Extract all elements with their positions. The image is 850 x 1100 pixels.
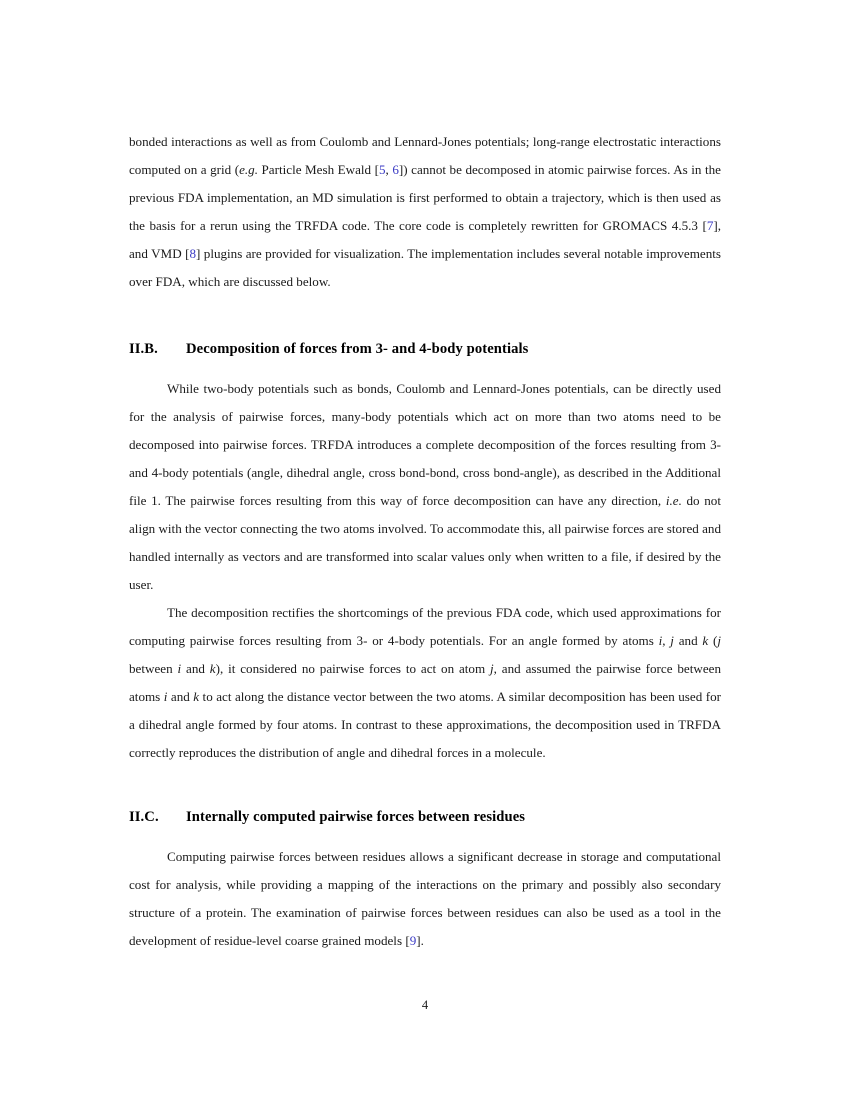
abbreviation-eg: e.g. [239,162,258,177]
paragraph-2-segment-1: While two-body potentials such as bonds, Coulomb and Lennard-Jones potentials, can be directly used for the analysis of pairwise forces, many-body potentials which act on more than two atoms need to be decomposed into pairwise forces. TRFDA introduces a complete decomposition of the forces resulting from 3- and 4-body potentials (angle, dihedral angle, cross bond-bond, cross bond-angle), as described in the Additional file 1. The pairwise forces resulting from this way of force decomposition can have any direction, [129,381,721,508]
paragraph-1-segment-5: ], and VMD [ [129,218,721,261]
paragraph-3-segment-6: and [181,661,210,676]
section-heading-2c [129,803,721,831]
paragraph-4 [129,843,721,955]
section-title-2c: Internally computed pairwise forces between residues [186,809,526,825]
math-variable-j: j [490,661,494,676]
paragraph-2 [129,375,721,599]
paragraph-continuation [129,128,721,296]
paragraph-3-segment-9: and [167,689,194,704]
paragraph-3-segment-4: ( [708,633,718,648]
spacer-after-heading-2c [129,831,721,843]
paragraph-3-segment-1: The decomposition rectifies the shortcomings of the previous FDA code, which used approximations for computing pairwise forces resulting from 3- or 4-body potentials. For an angle formed by atoms [129,605,721,648]
paragraph-1-segment-3: , [385,162,393,177]
math-variable-i: i [177,661,182,676]
math-variable-i: i [163,689,168,704]
paragraph-3-segment-5: between [129,661,178,676]
paragraph-3-segment-2: , [662,633,671,648]
paragraph-4-segment-2: ]. [416,933,424,948]
citation-link-7[interactable]: 7 [706,218,714,233]
paragraph-3-segment-7: ), it considered no pairwise forces to act on atom [215,661,491,676]
paragraph-4-segment-1: Computing pairwise forces between residues allows a significant decrease in storage and computational cost for analysis, while providing a mapping of the interactions on the primary and possibly also secondary structure of a protein. The examination of pairwise forces between residues can also be used as a tool in the development of residue-level coarse grained models [ [129,849,721,948]
math-variable-k: k [702,633,709,648]
paragraph-3-segment-10: to act along the distance vector between the two atoms. A similar decomposition has been used for a dihedral angle formed by four atoms. In contrast to these approximations, the decomposition used in TRFDA correctly reproduces the distribution of angle and dihedral forces in a molecule. [129,689,721,760]
paragraph-1-segment-6: ] plugins are provided for visualization. The implementation includes several notable improvements over FDA, which are discussed below. [129,246,721,289]
paragraph-3 [129,599,721,767]
abbreviation-ie: i.e. [665,493,682,508]
section-number-2b: II.B. [129,341,158,357]
paragraph-1-segment-4: ]) cannot be decomposed in atomic pairwise forces. As in the previous FDA implementation, an MD simulation is first performed to obtain a trajectory, which is then used as the basis for a rerun using the TRFDA code. The core code is completely rewritten for GROMACS 4.5.3 [ [129,162,721,233]
spacer-before-heading-2c [129,767,721,803]
math-variable-j: j [717,633,722,648]
page-content-area [129,0,721,1100]
paragraph-2-segment-2: do not align with the vector connecting the two atoms involved. To accommodate this, all pairwise forces are stored and handled internally as vectors and are transformed into scalar values only when written to a file, if desired by the user. [129,493,721,592]
spacer-after-heading-2b [129,363,721,375]
paragraph-1-segment-1: bonded interactions as well as from Coulomb and Lennard-Jones potentials; long-range electrostatic interactions computed on a grid ( [129,134,721,177]
spacer-before-heading-2b [129,296,721,335]
section-number-2c: II.C. [129,809,159,825]
math-variable-i: i [658,633,663,648]
paragraph-1-segment-2: Particle Mesh Ewald [ [258,162,379,177]
paragraph-3-segment-3: and [673,633,703,648]
section-heading-2b [129,335,721,363]
math-variable-j: j [670,633,674,648]
math-variable-k: k [193,689,200,704]
citation-link-8[interactable]: 8 [189,246,196,261]
citation-link-9[interactable]: 9 [409,933,417,948]
paragraph-3-segment-8: , and assumed the pairwise force between atoms [129,661,721,704]
body-text-column [129,128,721,955]
citation-link-5[interactable]: 5 [379,162,386,177]
citation-link-6[interactable]: 6 [392,162,399,177]
section-title-2b: Decomposition of forces from 3- and 4-body potentials [186,341,529,357]
math-variable-k: k [209,661,216,676]
page-number: 4 [421,998,429,1012]
